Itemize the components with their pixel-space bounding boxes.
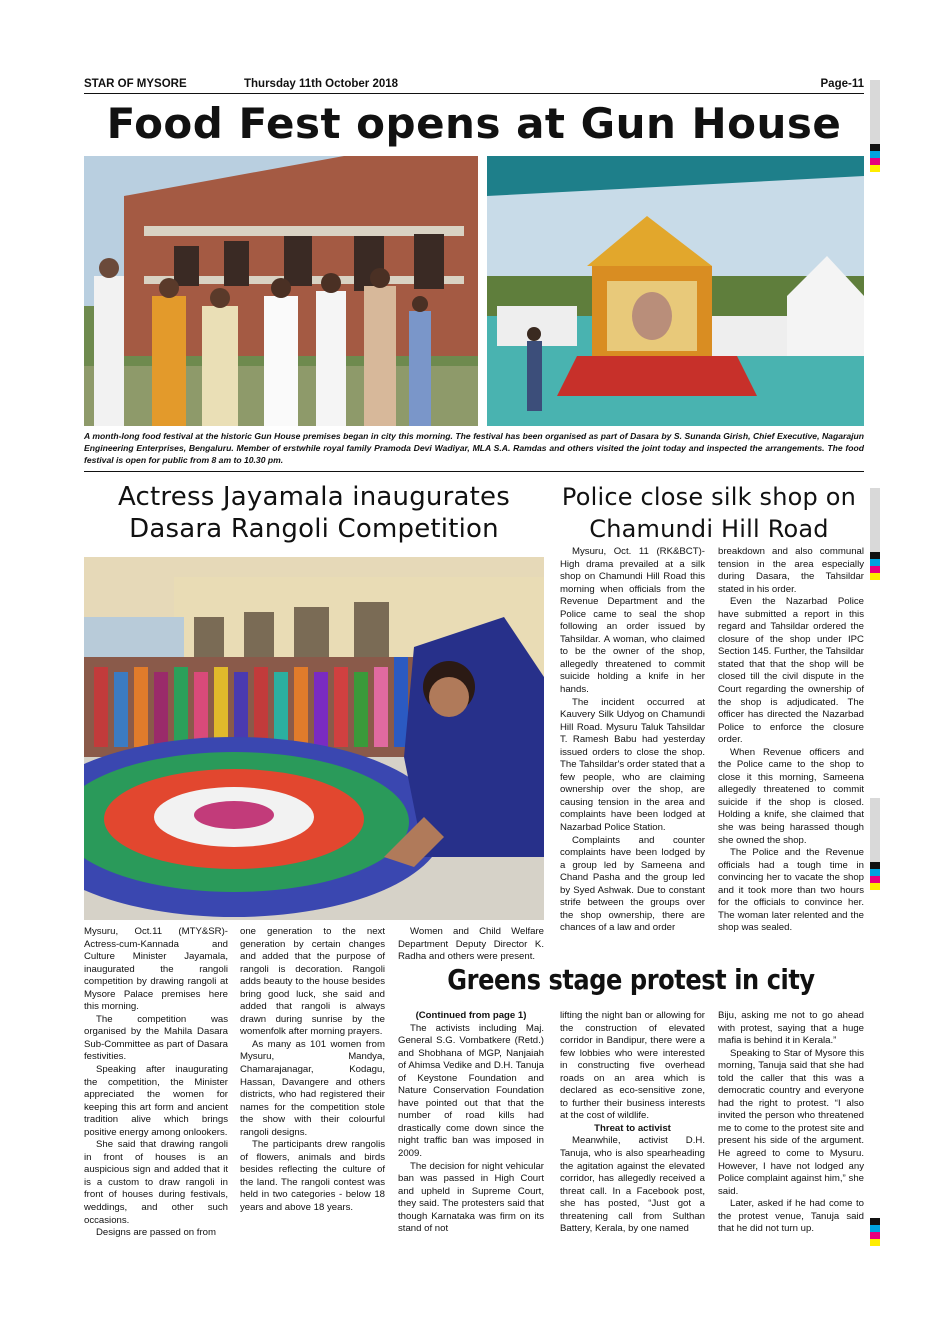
greens-column-3 bbox=[718, 1010, 864, 1236]
rangoli-column-2 bbox=[240, 926, 385, 1215]
food-fest-stall-photo bbox=[487, 156, 864, 426]
lead-headline: Food Fest opens at Gun House bbox=[106, 99, 842, 148]
greens-column-1 bbox=[398, 1010, 544, 1236]
paragraph: The Police and the Revenue officials had a tough time in convincing her to vacate the shop and it took more than two hours for the officials to convince her. The woman later relented and the shop was sealed. bbox=[718, 847, 864, 934]
registration-strip-3 bbox=[870, 798, 880, 890]
rangoli-headline bbox=[84, 481, 544, 545]
continued-note: (Continued from page 1) bbox=[415, 1010, 527, 1021]
paragraph: Even the Nazarbad Police have submitted a report in this regard and Tahsildar ordered the closure of the shop under IPC Section 145. Further, the Tahsildar stated that that the shop will be closed till the civil dispute in the Court regarding the ownership of the shop is adjudicated. The officer has directed the Nazarbad Police to enforce the closure order. bbox=[718, 596, 864, 746]
paragraph: The decision for night vehicular ban was passed in High Court and upheld in Supreme Court, they said. The protesters said that though Karnataka was firm on its stand of not bbox=[398, 1160, 544, 1235]
paper-name: STAR OF MYSORE bbox=[84, 78, 187, 90]
gun-house-photo bbox=[84, 156, 478, 426]
silk-column-1 bbox=[560, 546, 705, 935]
rangoli-photo bbox=[84, 557, 544, 920]
paragraph: The activists including Maj. General S.G. Vombatkere (Retd.) and Shobhana of MGP, Nanjaiah of Ahimsa Vedike and D.H. Tanuja of Keystone Foundation and Nature Conservation Foundation have pointed out that that the number of road kills had drastically come down since the night traffic ban was imposed in 2009. bbox=[398, 1022, 544, 1160]
paragraph: lifting the night ban or allowing for the construction of elevated corridor in Bandipur, there were a few lobbies who were interested in constructing five overhead roads on an area which is declared as eco-sensitive zone, to further their business interests at the cost of wildlife. bbox=[560, 1010, 705, 1122]
section-divider bbox=[84, 471, 864, 472]
rangoli-headline-line2: Dasara Rangoli Competition bbox=[129, 514, 499, 544]
rangoli-headline-line1: Actress Jayamala inaugurates bbox=[118, 482, 510, 512]
paragraph: Speaking to Star of Mysore this morning, Tanuja said that she had told the caller that this was a democratic country and everyone had the right to protest. “I also invited the person who threatened me to come to the protest site and present his side of the argument. He agreed to come to Mysuru. However, I have not lodged any Police complaint against him,” she said. bbox=[718, 1047, 864, 1197]
paragraph: Later, asked if he had come to the protest venue, Tanuja said that he did not turn up. bbox=[718, 1198, 864, 1235]
paragraph: As many as 101 women from Mysuru, Mandya, Chamarajanagar, Kodagu, Hassan, Davangere and others districts, who had registered their names for the competition stole the show with their colourful rangoli designs. bbox=[240, 1038, 385, 1138]
paragraph: Speaking after inaugurating the competition, the Minister appreciated the women for keeping this art form and ancient tradition alive which brings positive energy among onlookers. bbox=[84, 1064, 228, 1138]
silk-shop-headline-line2: Chamundi Hill Road bbox=[589, 515, 829, 543]
paragraph: Biju, asking me not to go ahead with protest, saying that a huge mafia is behind it in Kerala.” bbox=[718, 1010, 864, 1047]
subheading: Threat to activist bbox=[594, 1122, 671, 1134]
issue-date: Thursday 11th October 2018 bbox=[244, 78, 399, 90]
rangoli-column-3 bbox=[398, 926, 544, 964]
paragraph: She said that drawing rangoli in front of houses is an auspicious sign and added that it is a custom to draw rangoli in front of houses during festivals, weddings, and other such occasions. bbox=[84, 1139, 228, 1226]
paragraph: Mysuru, Oct.11 (MTY&SR)- Actress-cum-Kannada and Culture Minister Jayamala, inaugurated the rangoli competition by drawing rangoli at Mysore Palace premises here this morning. bbox=[84, 926, 228, 1013]
paragraph: one generation to the next generation by certain changes and added that the purpose of rangoli is decoration. Rangoli adds beauty to the house besides bring good luck, she said and added that rangoli is always drawn during sunrise by the womenfolk after morning prayers. bbox=[240, 926, 385, 1038]
paragraph: The incident occurred at Kauvery Silk Udyog on Chamundi Hill Road. Mysuru Taluk Tahsildar T. Ramesh Babu had yesterday issued orders to close the shop. The Tahsildar's order stated that a few people, who are claiming ownership over the shop, are causing tension in the area and complaints have been lodged at Nazarbad Police Station. bbox=[560, 696, 705, 834]
paragraph: breakdown and also communal tension in the area especially during Dasara, the Tahsildar stated in his order. bbox=[718, 546, 864, 595]
greens-headline: Greens stage protest in city bbox=[447, 963, 815, 996]
registration-strip-1 bbox=[870, 80, 880, 172]
silk-shop-headline-line1: Police close silk shop on bbox=[561, 483, 857, 511]
silk-column-2 bbox=[718, 546, 864, 935]
registration-strip-4 bbox=[870, 1218, 880, 1246]
paragraph: Meanwhile, activist D.H. Tanuja, who is also spearheading the agitation against the elevated corridor, has allegedly received a threat call. In a Facebook post, she has posted, “Just got a threatening call from Sulthan Battery, Kerala, by one named bbox=[560, 1135, 705, 1235]
registration-strip-2 bbox=[870, 488, 880, 580]
silk-shop-headline bbox=[554, 481, 864, 545]
paragraph: The competition was organised by the Mahila Dasara Sub-Committee as part of Dasara festivities. bbox=[84, 1013, 228, 1063]
paragraph: Designs are passed on from bbox=[96, 1227, 216, 1239]
greens-column-2 bbox=[560, 1010, 705, 1236]
rangoli-column-1 bbox=[84, 926, 228, 1240]
lead-photo-caption: A month-long food festival at the historic Gun House premises began in city this morning. The festival has been organised as part of Dasara by S. Sunanda Girish, Chief Executive, Nagarajun Engineering Enterprises, Bengaluru. Member of erstwhile royal family Pramoda Devi Wadiyar, MLA S.A. Ramdas and others visited the joint today and inspected the arrangements. The food festival is open for public from 8 am to 10.30 pm. bbox=[84, 431, 864, 466]
masthead bbox=[84, 78, 864, 94]
page-number: Page-11 bbox=[820, 78, 864, 90]
paragraph: The participants drew rangolis of flowers, animals and birds besides reflecting the culture of the land. The rangoli contest was held in two categories - below 18 years and above 18 years. bbox=[240, 1139, 385, 1214]
paragraph: Complaints and counter complaints have been lodged by a group led by Sameena and Chand Pasha and the group led by Syed Ashwak. Due to constant strife between the groups over the shop ownership, there are chances of a law and order bbox=[560, 834, 705, 934]
paragraph: Women and Child Welfare Department Deputy Director K. Radha and others were present. bbox=[398, 926, 544, 963]
paragraph: When Revenue officers and the Police came to the shop to close it this morning, Sameena allegedly threatened to commit suicide if the shop is closed. Holding a knife, she claimed that she was being harassed though she owned the shop. bbox=[718, 746, 864, 846]
paragraph: Mysuru, Oct. 11 (RK&BCT)- High drama prevailed at a silk shop on Chamundi Hill Road this morning when officials from the Revenue Department and the Police came to seal the shop following an order issued by Tahsildar. A woman, who claimed to be the owner of the shop, allegedly threatened to commit suicide holding a knife in her hands. bbox=[560, 546, 705, 696]
